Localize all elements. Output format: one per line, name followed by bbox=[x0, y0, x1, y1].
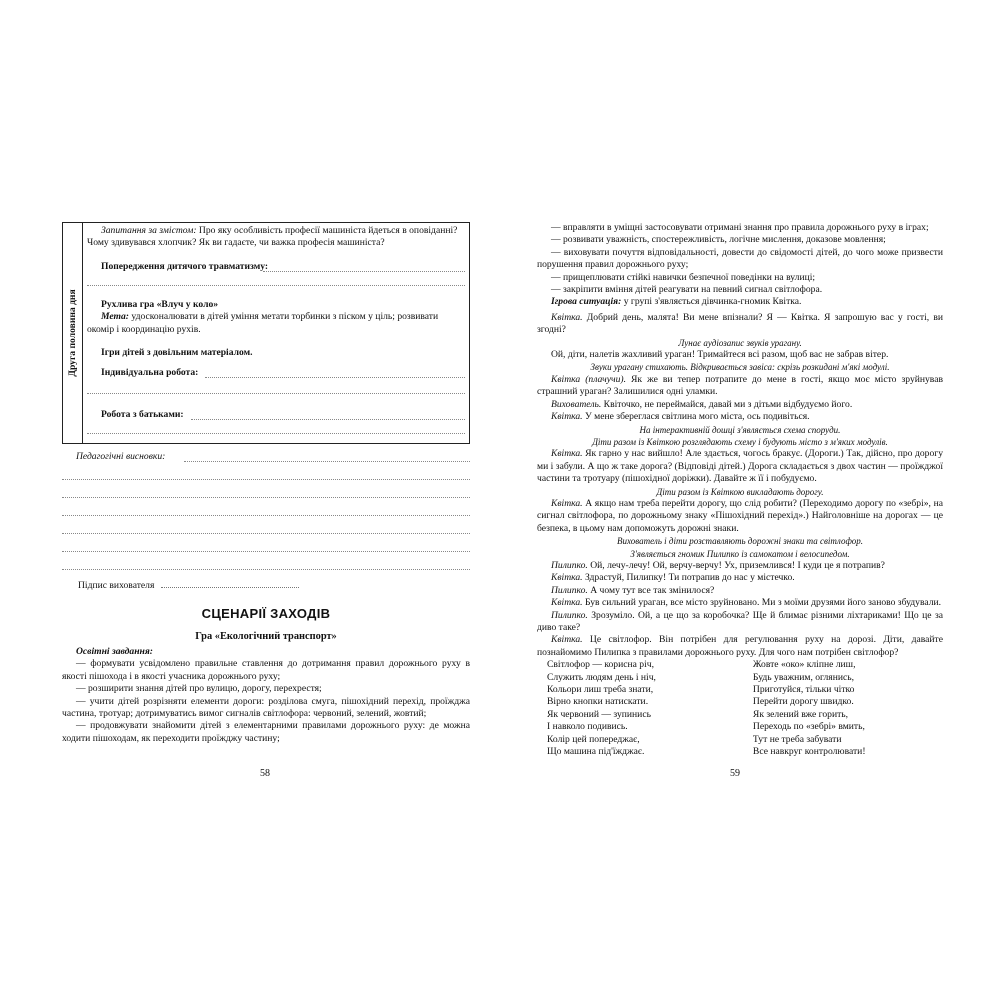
speech-text: Це світлофор. Він потрібен для регулювання руху на дорозі. Діти, давайте познайомимо Пилипка з правилами дорожнього руху. Для чого нам потрібен світлофор? bbox=[537, 634, 943, 658]
speech-text: У мене збереглася світлина мого міста, ось подивіться. bbox=[582, 411, 810, 423]
table-row-parents bbox=[87, 409, 465, 421]
stage-note: З'являється гномик Пилипко із самокатом і велосипедом. bbox=[630, 548, 850, 559]
speech-text: Ой, лечу-лечу! Ой, верчу-верчу! Ух, приземлився! І куди це я потрапив? bbox=[587, 559, 885, 571]
side-column bbox=[63, 223, 83, 443]
poem-column-left bbox=[547, 659, 737, 758]
stage-note: Звуки урагану стихають. Відкривається завіса: скрізь розкидані м'які модулі. bbox=[590, 362, 890, 373]
stage-note: Вихователь і діти розставляють дорожні знаки та світлофор. bbox=[617, 536, 863, 547]
table-row-safety bbox=[87, 261, 465, 273]
signature-label: Підпис вихователя bbox=[78, 580, 155, 591]
table-row-free-play bbox=[87, 347, 465, 359]
conclusions-label: Педагогічні висновки: bbox=[76, 451, 166, 462]
speaker-name: Пилипко. bbox=[551, 559, 588, 571]
poem-column-right bbox=[753, 659, 943, 758]
speaker-name: Вихователь. bbox=[551, 398, 602, 410]
poem-line: Переходь по «зебрі» вмить, bbox=[752, 721, 865, 733]
poem-line: Що машина під'їжджає. bbox=[547, 746, 645, 758]
tasks-block bbox=[62, 646, 470, 745]
speech-text: Зрозуміло. Ой, а це що за коробочка? Ще й блимає різними ліхтариками! Що це за диво таке? bbox=[537, 609, 943, 633]
poem-line: Тут не треба забувати bbox=[752, 733, 842, 745]
poem bbox=[537, 659, 943, 758]
questions-label: Запитання за змістом: bbox=[101, 225, 197, 236]
game-name: Рухлива гра «Влуч у коло» bbox=[101, 299, 219, 310]
goal-text: удосконалювати в дітей уміння метати торбинки з піском у ціль; розвивати окомір і координацію рухів. bbox=[87, 311, 439, 335]
poem-line: Вірно кнопки натискати. bbox=[547, 696, 649, 708]
task-item: — розвивати уважність, спостережливість, логічне мислення, доказове мовлення; bbox=[551, 234, 886, 246]
speaker-name: Пилипко. bbox=[551, 584, 588, 596]
task-item: — продовжувати знайомити дітей з елементарними правилами дорожнього руху: де можна ходити пішоходам, як переходити проїжджу частину; bbox=[62, 720, 470, 744]
speech-text: Як же ви тепер потрапите до мене в гості, якщо моє місто зруйнував страшний ураган? Залишилися одні уламки. bbox=[537, 373, 943, 398]
situation-text: у групі з'являється дівчинка-гномик Квітка. bbox=[621, 296, 802, 308]
speaker-name: Квітка. bbox=[551, 572, 583, 584]
individual-label: Індивідуальна робота: bbox=[101, 367, 199, 378]
speaker-name: Квітка bbox=[551, 373, 581, 385]
speech-text: Був сильний ураган, все місто зруйновано. Ми з моїми друзями його заново збудували. bbox=[582, 597, 942, 609]
poem-line: Кольори лиш треба знати, bbox=[547, 684, 654, 696]
table-row-game bbox=[87, 299, 465, 336]
poem-line: Будь уважним, оглянись, bbox=[752, 671, 855, 683]
task-item: — вправляти в уміщні застосовувати отримані знання про правила дорожнього руху в іграх; bbox=[551, 222, 929, 233]
page-number-right: 59 bbox=[730, 768, 740, 779]
section-title: СЦЕНАРІЇ ЗАХОДІВ bbox=[201, 606, 331, 621]
game-title: Гра «Екологічний транспорт» bbox=[195, 631, 337, 642]
speech-text: Як гарно у нас вийшло! Але здається, чогось бракує. (Дороги.) Так, дійсно, про дорогу ми і забули. А що ж таке дорога? (Відповіді дітей.) Дорога складається з двох частин — проїжджої частини та тротуару (пішохідної доріжки). Давайте ж її і побудуємо. bbox=[537, 448, 943, 485]
right-page-text bbox=[537, 222, 943, 758]
speaker-name: Пилипко. bbox=[551, 609, 588, 621]
side-label: Друга половина дня bbox=[66, 289, 78, 377]
table-row-questions bbox=[87, 225, 465, 250]
speech-text: Квіточко, не переймайся, давай ми з дітьми відбудуємо його. bbox=[601, 398, 853, 410]
page-number-left: 58 bbox=[260, 768, 270, 779]
stage-direction: (плачучи). bbox=[580, 373, 626, 385]
table-row-individual bbox=[87, 367, 465, 379]
poem-line: Як червоний — зупинись bbox=[547, 708, 651, 720]
poem-line: Колір цей попереджає, bbox=[547, 733, 640, 745]
goal-label: Мета: bbox=[101, 311, 129, 323]
questions-text: Про яку особливість професії машиніста йдеться в оповіданні? Чому здивувався хлопчик? Як ви гадаєте, чи важка професія машиніста? bbox=[87, 225, 458, 249]
speaker-name: Квітка. bbox=[551, 497, 583, 509]
parents-label: Робота з батьками: bbox=[101, 409, 184, 420]
speaker-name: Квітка. bbox=[551, 597, 583, 609]
poem-line: Приготуйся, тільки чітко bbox=[752, 684, 855, 696]
speaker-name: Квітка. bbox=[551, 634, 583, 646]
tasks-label: Освітні завдання: bbox=[76, 646, 153, 657]
poem-line: Служить людям день і ніч, bbox=[547, 671, 656, 683]
poem-line: Перейти дорогу швидко. bbox=[752, 696, 854, 708]
situation-label: Ігрова ситуація: bbox=[551, 296, 622, 308]
poem-line: І навколо подивись. bbox=[547, 721, 628, 733]
safety-label: Попередження дитячого травматизму: bbox=[101, 261, 269, 272]
task-item: — формувати усвідомлено правильне ставлення до дотримання правил дорожнього руху в якості пішохода і в якості учасника дорожнього руху; bbox=[62, 658, 470, 682]
task-item: — прищеплювати стійкі навички безпечної поведінки на вулиці; bbox=[551, 271, 816, 283]
speech-text: Здрастуй, Пилипку! Ти потрапив до нас у містечко. bbox=[582, 572, 795, 584]
signature-line bbox=[78, 578, 299, 592]
free-play-text: Ігри дітей з довільним матеріалом. bbox=[101, 347, 253, 358]
poem-line: Все навкруг контролювати! bbox=[752, 746, 866, 758]
task-item: — закріпити вміння дітей реагувати на певний сигнал світлофора. bbox=[551, 284, 823, 296]
narration: Ой, діти, налетів жахливий ураган! Тримайтеся всі разом, щоб вас не забрав вітер. bbox=[551, 349, 889, 361]
stage-note: На інтерактивній дошці з'являється схема споруди. bbox=[639, 424, 841, 435]
speech-text: А якщо нам треба перейти дорогу, що слід робити? (Переходимо дорогу по «зебрі», на сигнал світлофора, по дорожньому знаку «Пішохідний перехід».) Найголовніше на дорогах — це безпека, в цьому нам допоможуть дорожні знаки. bbox=[537, 497, 943, 534]
task-item: — учити дітей розрізняти елементи дороги: розділова смуга, пішохідний перехід, проїжджа частина, тротуар; дотримуватись вимог сигналів світлофора: червоний, зелений, жовтий; bbox=[62, 695, 470, 720]
speech-text: А чому тут все так змінилося? bbox=[587, 584, 715, 596]
poem-line: Світлофор — корисна річ, bbox=[547, 659, 654, 671]
task-item: — виховувати почуття відповідальності, довести до свідомості дітей, до чого може призвести порушення правил дорожнього руху; bbox=[537, 246, 943, 271]
stage-note: Лунає аудіозапис звуків урагану. bbox=[678, 337, 802, 348]
task-item: — розширити знання дітей про вулицю, дорогу, перехрестя; bbox=[76, 683, 322, 695]
stage-note: Діти разом із Квіткою викладають дорогу. bbox=[656, 486, 824, 497]
poem-line: Як зелений вже горить, bbox=[752, 708, 849, 720]
poem-line: Жовте «око» кліпне лиш, bbox=[752, 659, 856, 671]
daily-plan-table bbox=[62, 222, 470, 444]
speaker-name: Квітка. bbox=[551, 311, 583, 323]
speaker-name: Квітка. bbox=[551, 448, 583, 460]
speech-text: Добрий день, малята! Ви мене впізнали? Я — Квітка. Я запрошую вас у гості, ви згодні? bbox=[537, 311, 943, 336]
stage-note: Діти разом із Квіткою розглядають схему і будують місто з м'яких модулів. bbox=[592, 436, 888, 447]
speaker-name: Квітка. bbox=[551, 411, 583, 423]
